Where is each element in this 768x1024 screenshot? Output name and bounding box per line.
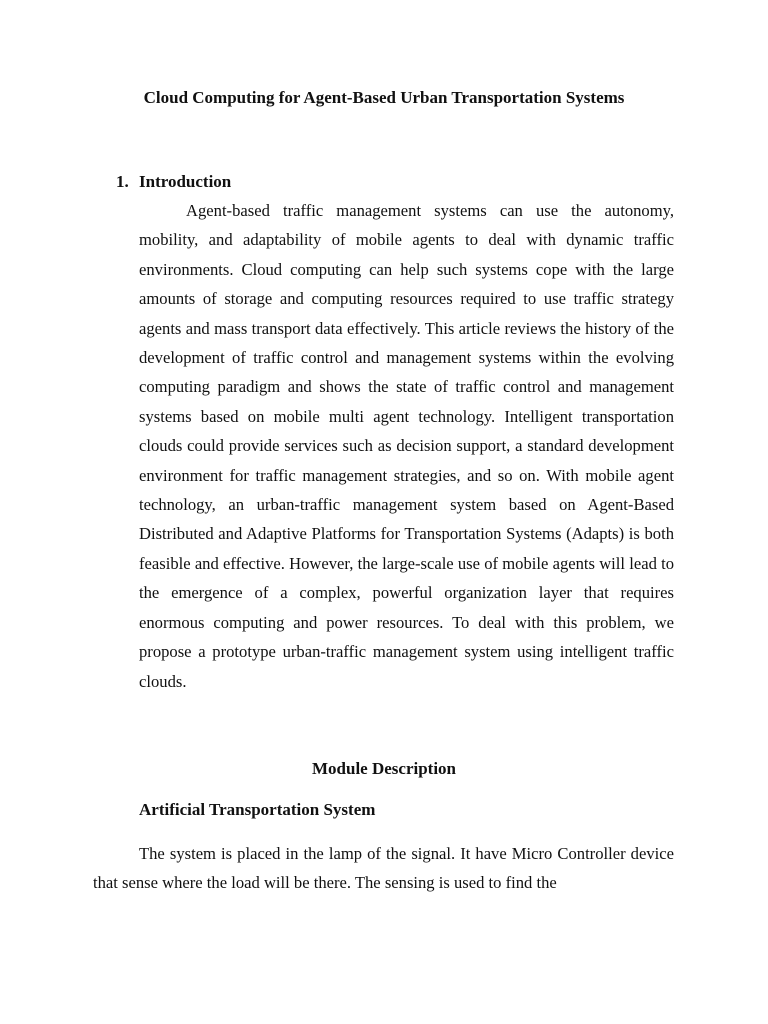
introduction-paragraph: Agent-based traffic management systems can use the autonomy, mobility, and adaptability of mobile agents to deal with dynamic traffic environments. Cloud computing can help such systems cope with the large amounts of storage and computing resources required to use traffic strategy agents and mass transport data effectively. This article reviews the history of the development of traffic control and management systems within the evolving computing paradigm and shows the state of traffic control and management systems based on mobile multi agent technology. Intelligent transportation clouds could provide services such as decision support, a standard development environment for traffic management strategies, and so on. With mobile agent technology, an urban-traffic management system based on Agent-Based Distributed and Adaptive Platforms for Transportation Systems (Adapts) is both feasible and effective. However, the large-scale use of mobile agents will lead to the emergence of a complex, powerful organization layer that requires enormous computing and power resources. To deal with this problem, we propose a prototype urban-traffic management system using intelligent traffic clouds.	[139, 201, 674, 691]
section-number: 1.	[116, 172, 129, 191]
artificial-transportation-system-heading: Artificial Transportation System	[139, 800, 376, 819]
module-description-heading: Module Description	[311, 759, 457, 778]
module-description-paragraph: The system is placed in the lamp of the signal. It have Micro Controller device that sense where the load will be there. The sensing is used to find the	[93, 844, 674, 893]
document-title: Cloud Computing for Agent-Based Urban Transportation Systems	[143, 88, 625, 107]
section-heading-introduction	[116, 172, 231, 192]
section-title: Introduction	[139, 172, 232, 191]
